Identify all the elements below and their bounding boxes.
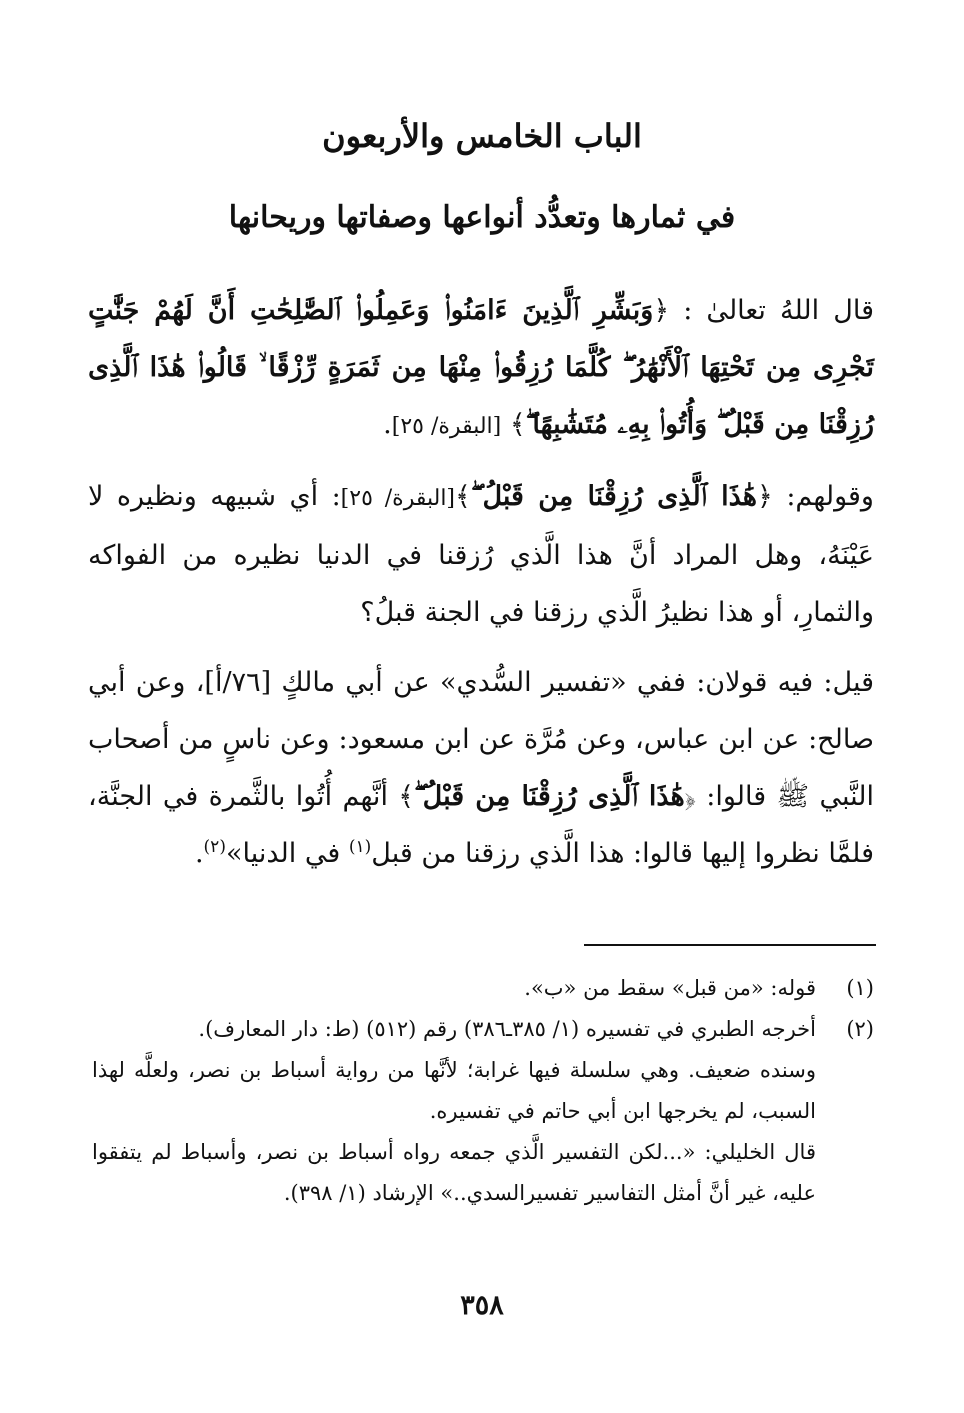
- footnote-text: قوله: «من قبل» سقط من «ب».: [524, 976, 816, 1000]
- chapter-subtitle: في ثمارها وتعدُّد أنواعها وصفاتها وريحانها: [228, 200, 736, 235]
- paragraph-text: أنَّهم أُتُوا بالثَّمرة في الجنَّة، فلمَّا نظروا إليها قالوا: هذا الَّذي رزقنا من قبل: [88, 781, 874, 869]
- ornate-bracket-open: ﴿: [684, 781, 696, 812]
- paragraph-text: قيل: فيه قولان: ففي «تفسير السُّدي» عن أبي مالكٍ [٧٦/أ]، وعن أبي صالح: عن ابن عباس، وعن مُرَّة عن ابن مسعود: وعن ناسٍ من أصحاب النَّبي ﷺ قالوا:: [88, 667, 874, 812]
- paragraph-commentary: [88, 468, 874, 641]
- quran-verse: وَبَشِّرِ ٱلَّذِينَ ءَامَنُوا۟ وَعَمِلُوا۟ ٱلصَّٰلِحَٰتِ أَنَّ لَهُمْ جَنَّٰتٍ تَجْرِى مِن تَحْتِهَا ٱلْأَنْهَٰرُ ۖ كُلَّمَا رُزِقُوا۟ مِنْهَا مِن ثَمَرَةٍ رِّزْقًا ۙ قَالُوا۟ هَٰذَا ٱلَّذِى رُزِقْنَا مِن قَبْلُ ۖ وَأُتُوا۟ بِهِۦ مُتَشَٰبِهًا ۖ: [88, 295, 874, 440]
- ornate-bracket-open: ﴿: [653, 295, 670, 326]
- ornate-bracket-close: ﴾: [455, 481, 471, 512]
- footnote-text: قال الخليلي: «...لكن التفسير الَّذي جمعه رواه أسباط بن نصر، وأسباط لم يتفقوا عليه، غير أنَّ أمثل التفاسير تفسيرالسدي..» الإرشاد (١/ ٣٩٨).: [92, 1140, 816, 1205]
- footnote-text: أخرجه الطبري في تفسيره (١/ ٣٨٥ـ٣٨٦) رقم (٥١٢) (ط: دار المعارف).: [198, 1017, 816, 1041]
- quran-verse: هَٰذَا ٱلَّذِى رُزِقْنَا مِن قَبْلُ ۖ: [414, 781, 685, 812]
- sentence-end: .: [383, 409, 392, 440]
- footnote-reference[interactable]: (٢): [203, 837, 226, 857]
- verse-citation: [البقرة/ ٢٥]: [391, 414, 502, 439]
- footnote-body: [92, 968, 816, 1009]
- ornate-bracket-close: ﴾: [398, 781, 415, 812]
- quran-verse: هَٰذَا ٱلَّذِى رُزِقْنَا مِن قَبْلُ ۖ: [470, 481, 758, 512]
- footnote-item: [92, 1009, 874, 1214]
- chapter-title: الباب الخامس والأربعون: [322, 117, 642, 155]
- ornate-bracket-open: ﴿: [757, 481, 773, 512]
- paragraph-intro: قال اللهُ تعالىٰ :: [683, 295, 875, 326]
- paragraph-narration: [88, 654, 874, 882]
- footnote-reference[interactable]: (١): [348, 837, 372, 857]
- footnote-number: (١): [846, 976, 874, 1000]
- page-number: ٣٥٨: [460, 1290, 504, 1321]
- paragraph-text: : أي شبيهه ونظيره لا عَيْنَهُ، وهل المراد أنَّ هذا الَّذي رُزقنا في الدنيا نظيره من الفواكه والثمارِ، أو هذا نظيرُ الَّذي رزقنا في الجنة قبلُ؟: [88, 481, 874, 628]
- footnote-separator: [584, 944, 876, 946]
- paragraph-quran-quote: [88, 282, 874, 455]
- footnote-number: (٢): [846, 1017, 874, 1041]
- sentence-end: .: [194, 838, 204, 869]
- ornate-bracket-close: ﴾: [509, 409, 526, 440]
- footnote-text: وسنده ضعيف. وهي سلسلة فيها غرابة؛ لأنَّها من رواية أسباط بن نصر، ولعلَّه لهذا السبب، لم يخرجها ابن أبي حاتم في تفسيره.: [92, 1058, 816, 1123]
- footnote-body: [92, 1009, 816, 1214]
- paragraph-text: في الدنيا»: [225, 838, 341, 869]
- footnote-item: [92, 968, 874, 1009]
- paragraph-intro: وقولهم:: [786, 481, 874, 512]
- footnotes-section: [92, 968, 874, 1214]
- verse-citation: [البقرة/ ٢٥]: [340, 486, 456, 511]
